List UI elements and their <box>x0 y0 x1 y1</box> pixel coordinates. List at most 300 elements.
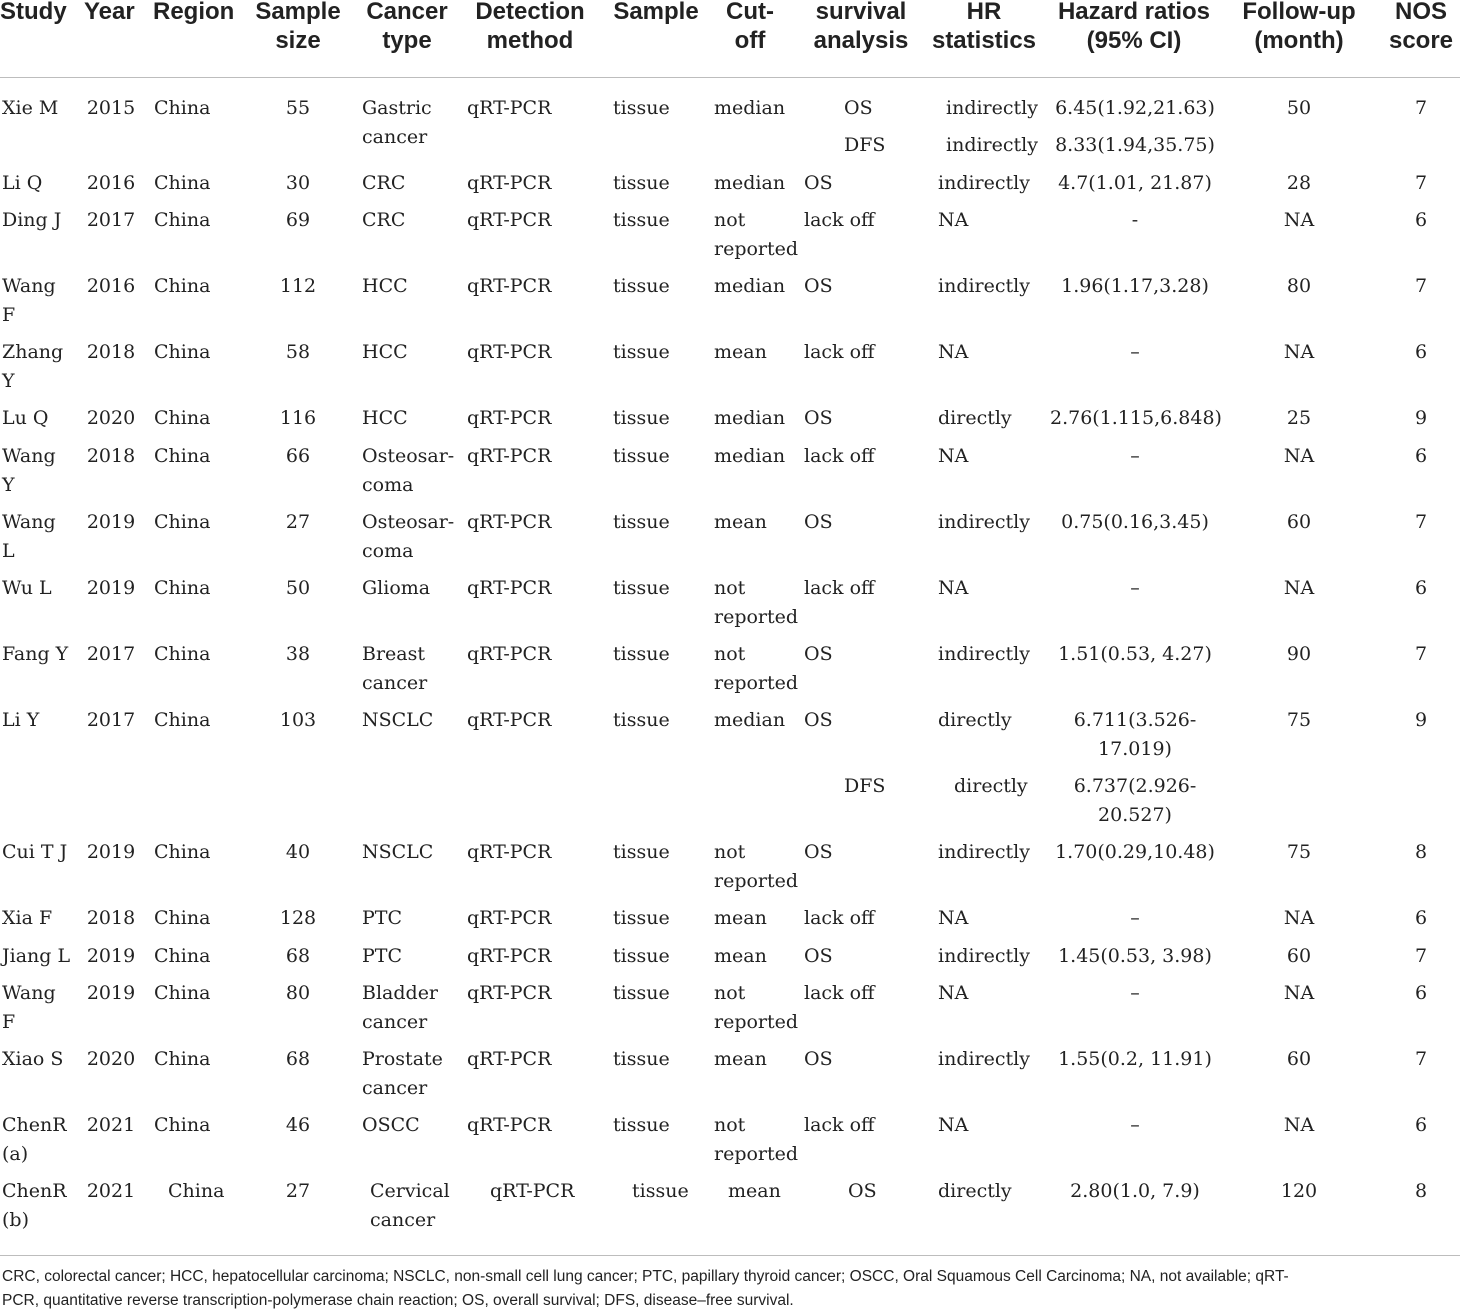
cell-hr-stat: indirectly <box>938 172 1030 194</box>
cell-hr-stat: indirectly <box>938 511 1030 533</box>
cell-method: qRT-PCR <box>467 341 552 363</box>
cell-type <box>362 942 458 971</box>
cell-region: China <box>154 275 211 297</box>
cell-survival: OS <box>844 97 873 119</box>
column-header-line: (month) <box>1254 27 1344 54</box>
cell-study <box>2 838 74 867</box>
column-header-line: Cancer <box>366 0 448 25</box>
cell-study-line: Wu L <box>2 577 52 599</box>
cell-region: China <box>154 209 211 231</box>
cell-hr-line: – <box>1130 341 1140 363</box>
cell-region: China <box>154 577 211 599</box>
cell-method: qRT-PCR <box>467 275 552 297</box>
cell-cutoff <box>714 1111 798 1169</box>
cell-year: 2017 <box>86 643 136 665</box>
cell-study-line: Li Y <box>2 709 40 731</box>
cell-size: 27 <box>285 1180 311 1202</box>
cell-region: China <box>154 407 211 429</box>
cell-survival: OS <box>848 1180 877 1202</box>
cell-nos: 9 <box>1414 407 1428 429</box>
cell-study <box>2 904 74 933</box>
cell-size: 38 <box>285 643 311 665</box>
cell-cutoff-line: mean <box>714 511 767 533</box>
cell-survival: lack off <box>804 577 875 599</box>
cell-sample: tissue <box>613 1048 670 1070</box>
cell-survival: OS <box>804 643 833 665</box>
cell-study <box>2 1177 74 1235</box>
cell-followup: 60 <box>1286 511 1312 533</box>
cell-type <box>362 169 458 198</box>
cell-cutoff <box>714 169 798 198</box>
cell-followup: NA <box>1283 445 1315 467</box>
cell-method: qRT-PCR <box>467 172 552 194</box>
cell-sample: tissue <box>613 907 670 929</box>
cell-sample: tissue <box>613 209 670 231</box>
cell-hr-stat: indirectly <box>938 275 1030 297</box>
cell-cutoff-line: reported <box>714 1143 799 1165</box>
cell-study-line: Xiao S <box>2 1048 64 1070</box>
cell-cutoff-line: reported <box>714 870 799 892</box>
cell-year: 2020 <box>86 407 136 429</box>
cell-hr-stat: NA <box>938 577 969 599</box>
cell-type <box>362 94 458 152</box>
cell-cutoff <box>714 442 798 471</box>
cell-study-line: L <box>2 540 15 562</box>
cell-year: 2021 <box>86 1114 136 1136</box>
cell-size: 68 <box>285 945 311 967</box>
cell-year: 2019 <box>86 577 136 599</box>
cell-region: China <box>154 1114 211 1136</box>
cell-hr-line: 1.45(0.53, 3.98) <box>1058 945 1212 967</box>
cell-sample: tissue <box>613 511 670 533</box>
cell-hr-stat: indirectly <box>938 841 1030 863</box>
cell-sample: tissue <box>613 407 670 429</box>
cell-region: China <box>168 1180 225 1202</box>
cell-nos: 6 <box>1414 209 1428 231</box>
column-header-line: Follow-up <box>1242 0 1356 25</box>
cell-size: 66 <box>285 445 311 467</box>
cell-cutoff-line: reported <box>714 606 799 628</box>
cell-type-line: cancer <box>362 1077 428 1099</box>
cell-hr-line: 20.527) <box>1098 804 1172 826</box>
cell-survival: lack off <box>804 445 875 467</box>
cell-study <box>2 640 74 669</box>
cell-type <box>362 1045 458 1103</box>
cell-followup: NA <box>1283 209 1315 231</box>
column-header <box>361 0 453 55</box>
cell-cutoff <box>714 404 798 433</box>
cell-study-line: Cui T J <box>2 841 68 863</box>
cell-study <box>2 706 74 735</box>
column-header <box>153 0 237 26</box>
cell-type <box>362 1111 458 1140</box>
header-rule <box>0 77 1460 78</box>
cell-sample: tissue <box>613 643 670 665</box>
cell-type-line: CRC <box>362 209 406 231</box>
cell-year: 2015 <box>86 97 136 119</box>
cell-hr-stat: directly <box>954 775 1028 797</box>
cell-study-line: Xia F <box>2 907 53 929</box>
cell-type <box>362 574 458 603</box>
cell-hr-stat: NA <box>938 445 969 467</box>
cell-method: qRT-PCR <box>467 643 552 665</box>
cell-cutoff-line: not <box>714 643 746 665</box>
cell-hr-line: 0.75(0.16,3.45) <box>1061 511 1209 533</box>
cell-study <box>2 1111 74 1169</box>
column-header-line: Year <box>84 0 135 25</box>
cell-study-line: Wang <box>2 445 56 467</box>
cell-survival: lack off <box>804 209 875 231</box>
cell-region: China <box>154 709 211 731</box>
cell-hr-line: 6.45(1.92,21.63) <box>1055 97 1215 119</box>
cell-study-line: F <box>2 1011 16 1033</box>
cell-type-line: cancer <box>370 1209 436 1231</box>
cell-cutoff <box>728 1177 812 1206</box>
cell-cutoff <box>714 979 798 1037</box>
cell-hr <box>1050 942 1220 971</box>
cell-hr-stat: indirectly <box>946 97 1038 119</box>
cell-nos: 7 <box>1414 643 1428 665</box>
cell-cutoff-line: not <box>714 1114 746 1136</box>
cell-sample: tissue <box>613 275 670 297</box>
cell-cutoff-line: mean <box>714 1048 767 1070</box>
cell-type <box>362 979 458 1037</box>
cell-size: 58 <box>285 341 311 363</box>
cell-followup: 90 <box>1286 643 1312 665</box>
cell-nos: 7 <box>1414 275 1428 297</box>
cell-hr <box>1050 904 1220 933</box>
cell-study <box>2 442 74 500</box>
cell-cutoff-line: mean <box>714 341 767 363</box>
cell-followup: NA <box>1283 341 1315 363</box>
cell-followup: 28 <box>1286 172 1312 194</box>
cell-hr-stat: indirectly <box>938 1048 1030 1070</box>
column-header <box>808 0 914 55</box>
cell-cutoff-line: not <box>714 841 746 863</box>
cell-study <box>2 338 74 396</box>
cell-hr <box>1050 404 1220 433</box>
cell-method: qRT-PCR <box>467 1048 552 1070</box>
cell-method: qRT-PCR <box>467 709 552 731</box>
cell-nos: 7 <box>1414 1048 1428 1070</box>
cell-survival: lack off <box>804 1114 875 1136</box>
cell-year: 2018 <box>86 907 136 929</box>
cell-cutoff <box>714 94 798 123</box>
cell-cutoff-line: mean <box>714 945 767 967</box>
cell-method: qRT-PCR <box>467 445 552 467</box>
cell-cutoff <box>714 574 798 632</box>
cell-survival: OS <box>804 407 833 429</box>
cell-study-line: (a) <box>2 1143 29 1165</box>
cell-type-line: PTC <box>362 907 402 929</box>
cell-survival: OS <box>804 709 833 731</box>
cell-hr-line: 2.80(1.0, 7.9) <box>1070 1180 1200 1202</box>
cell-type <box>362 404 458 433</box>
cell-hr-stat: indirectly <box>938 643 1030 665</box>
cell-type-line: coma <box>362 474 414 496</box>
cell-type <box>362 904 458 933</box>
cell-cutoff <box>714 640 798 698</box>
cell-hr-line: 4.7(1.01, 21.87) <box>1058 172 1212 194</box>
cell-cutoff <box>714 508 798 537</box>
column-header-line: off <box>734 27 766 54</box>
cell-study-line: Y <box>2 474 15 496</box>
cell-type <box>362 272 458 301</box>
column-header <box>1052 0 1216 55</box>
cell-cutoff <box>714 706 798 735</box>
cell-nos: 6 <box>1414 1114 1428 1136</box>
cell-survival: OS <box>804 275 833 297</box>
cell-hr-line: - <box>1131 209 1139 231</box>
cell-year: 2019 <box>86 982 136 1004</box>
cell-hr-line: 1.70(0.29,10.48) <box>1055 841 1215 863</box>
cell-study <box>2 404 74 433</box>
cell-method: qRT-PCR <box>467 577 552 599</box>
cell-type <box>362 338 458 367</box>
cell-region: China <box>154 511 211 533</box>
table-header <box>0 0 1460 78</box>
cell-hr-line: – <box>1130 577 1140 599</box>
cell-sample: tissue <box>613 982 670 1004</box>
column-header-line: Sample <box>255 0 341 25</box>
cell-sample: tissue <box>613 445 670 467</box>
cell-type-line: Prostate <box>362 1048 443 1070</box>
cell-hr <box>1050 1177 1220 1206</box>
cell-cutoff <box>714 942 798 971</box>
cell-followup: 80 <box>1286 275 1312 297</box>
cell-type-line: cancer <box>362 672 428 694</box>
cell-study-line: Wang <box>2 982 56 1004</box>
cell-survival: lack off <box>804 341 875 363</box>
cell-nos: 6 <box>1414 577 1428 599</box>
cell-followup: 25 <box>1286 407 1312 429</box>
cell-hr <box>1050 838 1220 867</box>
cell-study-line: Xie M <box>2 97 59 119</box>
cell-type-line: Bladder <box>362 982 439 1004</box>
cell-followup: 60 <box>1286 945 1312 967</box>
column-header <box>0 0 72 26</box>
column-header-line: size <box>275 27 321 54</box>
cell-hr-line: 17.019) <box>1098 738 1172 760</box>
cell-hr-stat: indirectly <box>938 945 1030 967</box>
cell-year: 2021 <box>86 1180 136 1202</box>
cell-followup: NA <box>1283 907 1315 929</box>
cell-hr-stat: directly <box>938 1180 1012 1202</box>
cell-study-line: Y <box>2 370 15 392</box>
cell-region: China <box>154 907 211 929</box>
column-header-line: Detection <box>475 0 585 25</box>
cell-cutoff <box>714 338 798 367</box>
cell-type-line: Breast <box>362 643 426 665</box>
cell-method: qRT-PCR <box>467 945 552 967</box>
cell-sample: tissue <box>632 1180 689 1202</box>
cell-cutoff-line: median <box>714 275 786 297</box>
cell-hr <box>1050 338 1220 367</box>
cell-nos: 8 <box>1414 841 1428 863</box>
cell-type-line: Cervical <box>370 1180 450 1202</box>
column-header <box>1236 0 1362 55</box>
cell-size: 27 <box>285 511 311 533</box>
cell-nos: 7 <box>1414 172 1428 194</box>
cell-study-line: ChenR <box>2 1180 67 1202</box>
cell-hr <box>1050 1111 1220 1140</box>
cell-hr-line: 1.55(0.2, 11.91) <box>1058 1048 1212 1070</box>
cell-cutoff-line: median <box>714 709 786 731</box>
cell-hr-line: 6.711(3.526- <box>1073 709 1197 731</box>
cell-type <box>362 442 458 500</box>
cell-nos: 6 <box>1414 341 1428 363</box>
cell-hr-stat: indirectly <box>946 134 1038 156</box>
cell-method: qRT-PCR <box>467 209 552 231</box>
cell-sample: tissue <box>613 341 670 363</box>
cell-study <box>2 979 74 1037</box>
cell-survival: DFS <box>844 134 886 156</box>
cell-year: 2018 <box>86 445 136 467</box>
cell-followup: 60 <box>1286 1048 1312 1070</box>
cell-method: qRT-PCR <box>467 511 552 533</box>
column-header-line: statistics <box>931 27 1037 54</box>
column-header <box>720 0 780 55</box>
cell-type-line: HCC <box>362 341 408 363</box>
cell-cutoff <box>714 838 798 896</box>
cell-cutoff-line: median <box>714 172 786 194</box>
cell-cutoff-line: not <box>714 577 746 599</box>
cell-type-line: Glioma <box>362 577 431 599</box>
cell-size: 128 <box>279 907 317 929</box>
cell-size: 112 <box>279 275 317 297</box>
cell-nos: 7 <box>1414 511 1428 533</box>
cell-hr-stat: NA <box>938 1114 969 1136</box>
cell-followup: 50 <box>1286 97 1312 119</box>
cell-region: China <box>154 172 211 194</box>
cell-region: China <box>154 445 211 467</box>
cell-type-line: PTC <box>362 945 402 967</box>
cell-method: qRT-PCR <box>467 982 552 1004</box>
cell-size: 80 <box>285 982 311 1004</box>
cell-followup: NA <box>1283 577 1315 599</box>
cell-sample: tissue <box>613 1114 670 1136</box>
cell-hr <box>1050 706 1220 764</box>
cell-sample: tissue <box>613 841 670 863</box>
cell-hr <box>1050 640 1220 669</box>
column-header-line: NOS <box>1394 0 1447 25</box>
cell-survival: DFS <box>844 775 886 797</box>
cell-hr-stat: NA <box>938 209 969 231</box>
cell-cutoff <box>714 1045 798 1074</box>
cell-hr-stat: NA <box>938 982 969 1004</box>
cell-method: qRT-PCR <box>467 1114 552 1136</box>
cell-sample: tissue <box>613 172 670 194</box>
column-header-line: Region <box>153 0 235 25</box>
cell-type-line: NSCLC <box>362 709 434 731</box>
column-header <box>1384 0 1458 55</box>
cell-type <box>362 206 458 235</box>
table-bottom-rule <box>0 1255 1460 1256</box>
cell-hr-line: 1.96(1.17,3.28) <box>1061 275 1209 297</box>
cell-size: 55 <box>285 97 311 119</box>
cell-study-line: (b) <box>2 1209 29 1231</box>
column-header-line: type <box>382 27 432 54</box>
cell-followup: NA <box>1283 1114 1315 1136</box>
cell-cutoff-line: reported <box>714 1011 799 1033</box>
cell-hr <box>1050 206 1220 235</box>
cell-nos: 9 <box>1414 709 1428 731</box>
cell-study <box>2 574 74 603</box>
cell-study-line: Lu Q <box>2 407 49 429</box>
column-header-line: Study <box>0 0 67 25</box>
column-header <box>926 0 1042 55</box>
cell-hr-line: – <box>1130 1114 1140 1136</box>
cell-type-line: Osteosar- <box>362 511 455 533</box>
cell-year: 2018 <box>86 341 136 363</box>
cell-year: 2017 <box>86 709 136 731</box>
cell-sample: tissue <box>613 709 670 731</box>
column-header-line: survival <box>815 0 907 25</box>
column-header <box>254 0 342 55</box>
cell-hr <box>1050 94 1220 123</box>
cell-nos: 7 <box>1414 97 1428 119</box>
cell-size: 103 <box>279 709 317 731</box>
cell-study-line: Ding J <box>2 209 62 231</box>
cell-method: qRT-PCR <box>467 407 552 429</box>
cell-hr-stat: directly <box>938 709 1012 731</box>
cell-nos: 8 <box>1414 1180 1428 1202</box>
cell-year: 2016 <box>86 172 136 194</box>
cell-study-line: Wang <box>2 275 56 297</box>
column-header-line: score <box>1388 27 1454 54</box>
cell-study-line: ChenR <box>2 1114 67 1136</box>
cell-survival: OS <box>804 841 833 863</box>
cell-hr <box>1050 979 1220 1008</box>
cell-type-line: HCC <box>362 275 408 297</box>
cell-region: China <box>154 982 211 1004</box>
cell-hr-line: – <box>1130 982 1140 1004</box>
cell-study <box>2 206 74 235</box>
cell-type <box>362 838 458 867</box>
column-header-line: analysis <box>813 27 909 54</box>
cell-study-line: Fang Y <box>2 643 69 665</box>
cell-region: China <box>154 1048 211 1070</box>
cell-cutoff <box>714 272 798 301</box>
column-header <box>84 0 138 26</box>
cell-nos: 6 <box>1414 982 1428 1004</box>
cell-type-line: CRC <box>362 172 406 194</box>
cell-hr <box>1050 772 1220 830</box>
cell-followup: NA <box>1283 982 1315 1004</box>
cell-method: qRT-PCR <box>467 841 552 863</box>
cell-cutoff-line: median <box>714 97 786 119</box>
column-header <box>470 0 590 55</box>
cell-study <box>2 169 74 198</box>
cell-type-line: cancer <box>362 126 428 148</box>
column-header-line: method <box>486 27 574 54</box>
cell-study-line: F <box>2 304 16 326</box>
cell-size: 30 <box>285 172 311 194</box>
cell-survival: OS <box>804 511 833 533</box>
cell-survival: OS <box>804 1048 833 1070</box>
cell-type-line: OSCC <box>362 1114 420 1136</box>
column-header-line: (95% CI) <box>1086 27 1182 54</box>
cell-size: 46 <box>285 1114 311 1136</box>
cell-cutoff-line: not <box>714 209 746 231</box>
cell-type <box>362 640 458 698</box>
cell-cutoff-line: not <box>714 982 746 1004</box>
cell-type-line: cancer <box>362 1011 428 1033</box>
cell-size: 69 <box>285 209 311 231</box>
cell-hr-line: 1.51(0.53, 4.27) <box>1058 643 1212 665</box>
cell-region: China <box>154 945 211 967</box>
cell-size: 68 <box>285 1048 311 1070</box>
